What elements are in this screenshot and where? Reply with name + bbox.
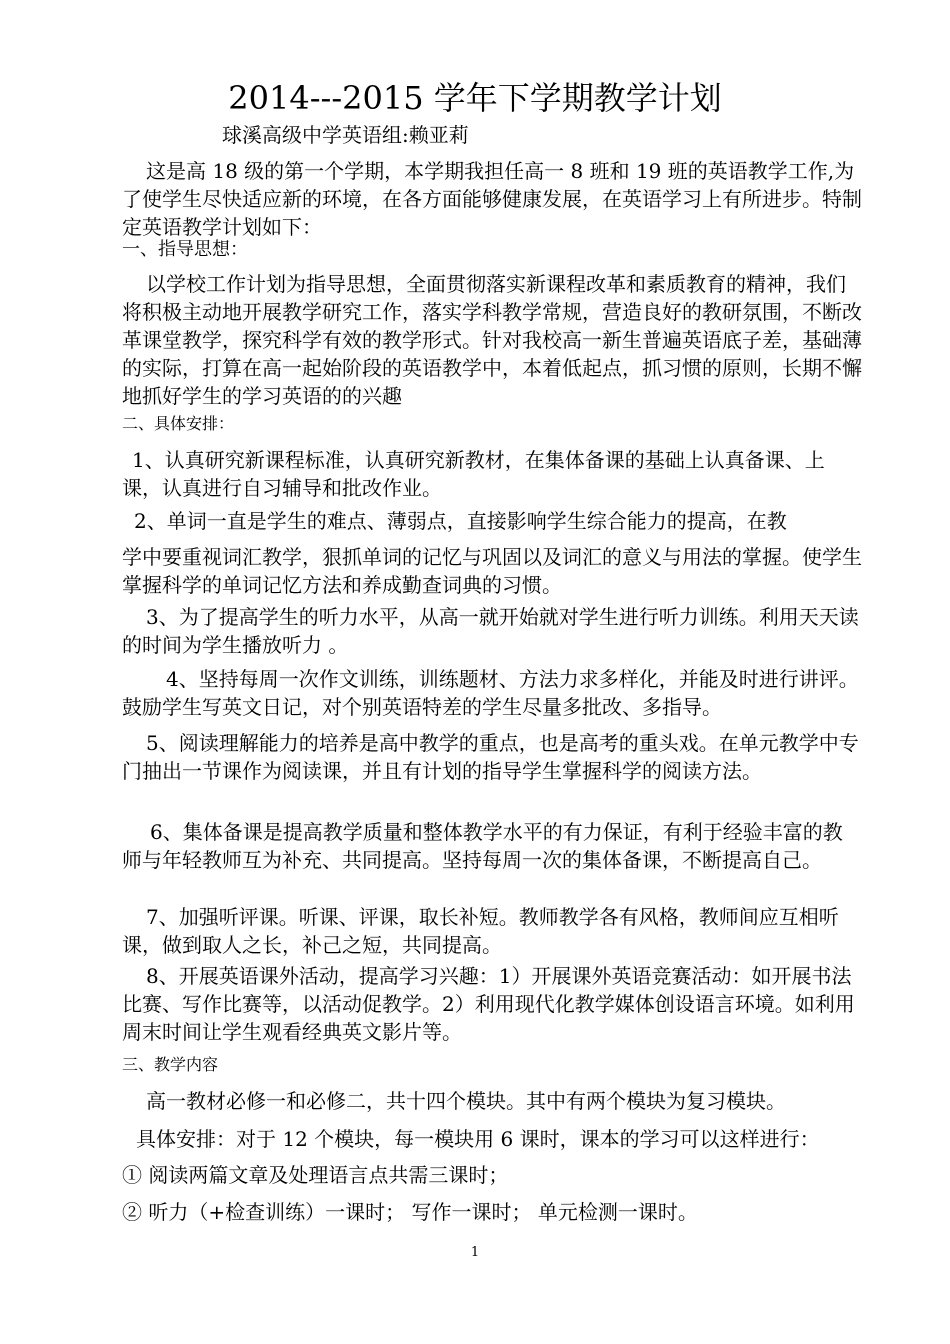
section-heading-2: 二、具体安排： — [122, 414, 235, 433]
page-number: 1 — [470, 1245, 480, 1260]
arrangement-item-7: 7、加强听评课。听课、评课，取长补短。教师教学各有风格，教师间应互相听课，做到取人之长，补己之短，共同提高。 — [122, 905, 839, 957]
arrangement-item-5: 5、阅读理解能力的培养是高中教学的重点，也是高考的重头戏。在单元教学中专门抽出一节课作为阅读课，并且有计划的指导学生掌握科学的阅读方法。 — [122, 731, 859, 783]
content-line-4: ② 听力（+检查训练）一课时； 写作一课时； 单元检测一课时。 — [122, 1200, 698, 1224]
content-line-3: ① 阅读两篇文章及处理语言点共需三课时； — [122, 1163, 509, 1187]
arrangement-item-1: 1、认真研究新课程标准，认真研究新教材，在集体备课的基础上认真备课、上课，认真进行自习辅导和批改作业。 — [122, 448, 825, 500]
intro-paragraph: 这是高 18 级的第一个学期，本学期我担任高一 8 班和 19 班的英语教学工作,为了使学生尽快适应新的环境，在各方面能够健康发展，在英语学习上有所进步。特制定英语教学计划如下： — [122, 159, 862, 239]
section-heading-3: 三、教学内容 — [122, 1055, 219, 1074]
document-title: 2014---2015 学年下学期教学计划 — [228, 79, 722, 117]
content-line-2: 具体安排：对于 12 个模块，每一模块用 6 课时，课本的学习可以这样进行： — [136, 1127, 820, 1151]
arrangement-item-8: 8、开展英语课外活动，提高学习兴趣：1）开展课外英语竞赛活动：如开展书法比赛、写作比赛等，以活动促教学。2）利用现代化教学媒体创设语言环境。如利用周末时间让学生观看经典英文影片等。 — [122, 964, 855, 1044]
content-line-1: 高一教材必修一和必修二，共十四个模块。其中有两个模块为复习模块。 — [146, 1089, 786, 1113]
arrangement-item-2: 2、单词一直是学生的难点、薄弱点，直接影响学生综合能力的提高，在教 — [134, 509, 787, 533]
arrangement-item-4: 4、坚持每周一次作文训练，训练题材、方法力求多样化，并能及时进行讲评。鼓励学生写英文日记，对个别英语特差的学生尽量多批改、多指导。 — [122, 667, 859, 719]
arrangement-item-6: 6、集体备课是提高教学质量和整体教学水平的有力保证，有利于经验丰富的教师与年轻教师互为补充、共同提高。坚持每周一次的集体备课，不断提高自己。 — [122, 820, 843, 872]
section1-paragraph: 以学校工作计划为指导思想，全面贯彻落实新课程改革和素质教育的精神，我们将积极主动地开展教学研究工作，落实学科教学常规，营造良好的教研氛围，不断改革课堂教学，探究科学有效的教学形式。针对我校高一新生普遍英语底子差，基础薄的实际，打算在高一起始阶段的英语教学中，本着低起点，抓习惯的原则，长期不懈地抓好学生的学习英语的的兴趣 — [122, 272, 862, 408]
arrangement-item-2-cont: 学中要重视词汇教学，狠抓单词的记忆与巩固以及词汇的意义与用法的掌握。使学生掌握科学的单词记忆方法和养成勤查词典的习惯。 — [122, 545, 862, 597]
arrangement-item-3: 3、为了提高学生的听力水平，从高一就开始就对学生进行听力训练。利用天天读的时间为学生播放听力 。 — [122, 605, 859, 657]
section-heading-1: 一、指导思想： — [122, 239, 248, 260]
document-author: 球溪高级中学英语组:赖亚莉 — [222, 123, 469, 147]
